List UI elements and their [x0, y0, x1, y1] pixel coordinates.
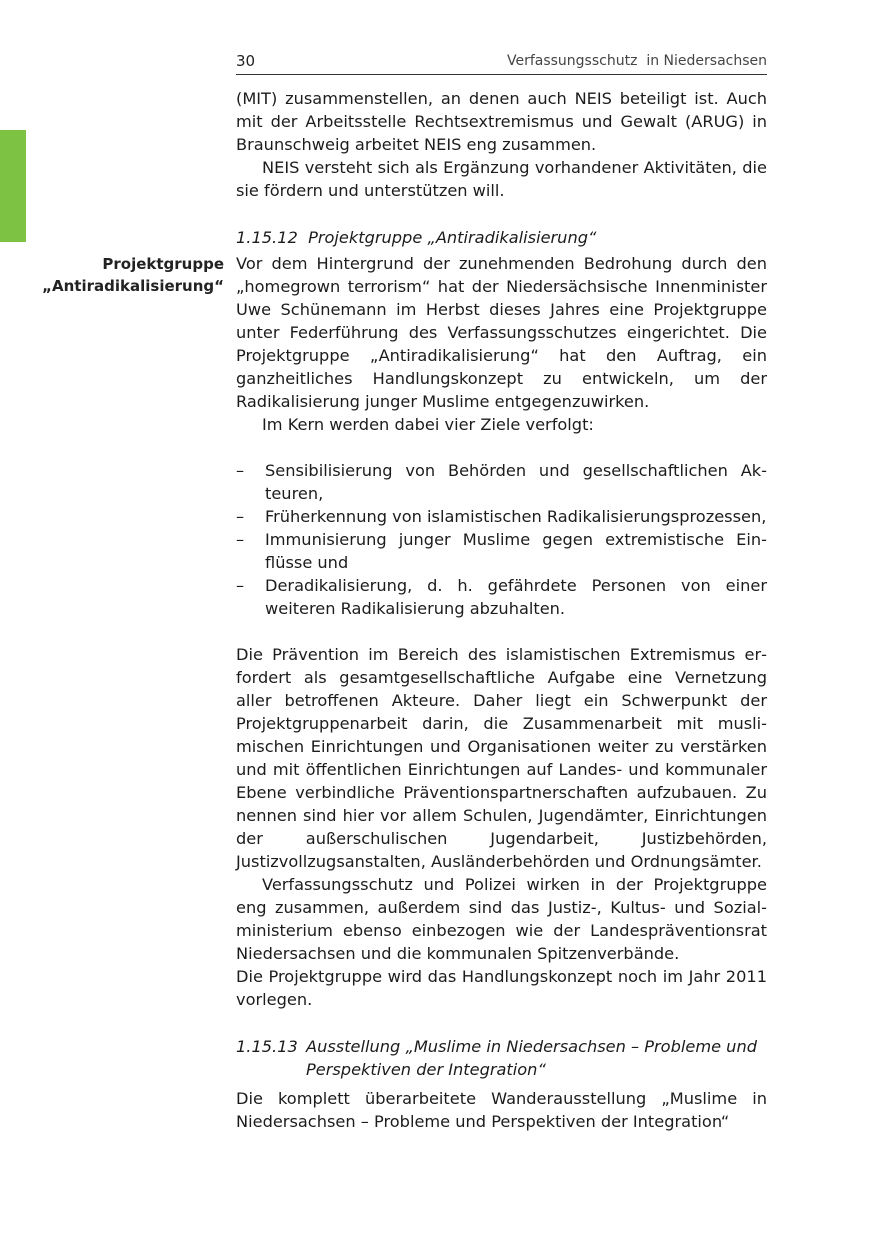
paragraph-5: Die Prävention im Bereich des islamistischen Extremismus erfordert als gesamtgesellschaftliche Aufgabe eine Vernetzung aller betroffenen Akteure. Daher liegt ein Schwerpunkt der Projektgruppenarbeit darin, die Zusammenarbeit mit muslimischen Einrichtungen und Organisationen weiter zu verstärken und mit öffentlichen Einrichtungen auf Landes- und kommunaler Ebene verbindliche Präventionspartnerschaften aufzubauen. Zu nennen sind hier vor allem Schulen, Jugendämter, Einrichtungen der außerschulischen Jugendarbeit, Justizbehörden, Justizvollzugsanstalten, Ausländerbehörden und Ordnungsämter.	[236, 645, 767, 871]
paragraph-6: Verfassungsschutz und Polizei wirken in der Projektgruppe eng zusammen, außerdem sind das Justiz-, Kultus- und Sozialministerium ebenso einbezogen wie der Landespräventionsrat Niedersachsen und die kommunalen Spitzenverbände.	[236, 875, 767, 963]
running-title: Verfassungsschutz in Niedersachsen	[506, 53, 767, 69]
list-dash: –	[236, 461, 245, 480]
section-title: Ausstellung „Muslime in Niedersachsen – Probleme und Perspektiven der Integration“	[306, 1037, 757, 1079]
margin-note-line1: Projektgruppe	[102, 255, 224, 273]
chapter-color-tab	[0, 130, 26, 242]
page-number: 30	[236, 52, 256, 70]
list-item	[236, 459, 767, 505]
paragraph-1: (MIT) zusammenstellen, an denen auch NEIS beteiligt ist. Auch mit der Arbeitsstelle Rechtsextremismus und Gewalt (ARUG) in Braunschweig arbeitet NEIS eng zusammen.	[236, 89, 767, 154]
section-number: 1.15.13	[236, 1037, 298, 1056]
list-item	[236, 528, 767, 574]
paragraph-3: Vor dem Hintergrund der zunehmenden Bedrohung durch den „homegrown terrorism“ hat der Niedersächsische Innenminister Uwe Schünemann im Herbst dieses Jahres eine Projektgruppe unter Federführung des Verfassungsschutzes eingerichtet. Die Projektgruppe „Antiradikalisierung“ hat den Auftrag, ein ganzheitliches Handlungskonzept zu entwickeln, um der Radikalisierung junger Muslime entgegenzuwirken.	[236, 254, 767, 411]
section-heading-1-15-13	[236, 1035, 767, 1081]
list-item	[236, 574, 767, 620]
list-dash: –	[236, 576, 245, 595]
list-item-text: Früherkennung von islamistischen Radikalisierungsprozessen,	[265, 507, 767, 526]
paragraph-7: Die Projektgruppe wird das Handlungskonzept noch im Jahr 2011 vorlegen.	[236, 967, 767, 1009]
margin-note-line2: „Antiradikalisierung“	[42, 277, 224, 295]
list-dash: –	[236, 507, 245, 526]
list-item-text: Sensibilisierung von Behörden und gesellschaftlichen Akteuren,	[265, 461, 767, 503]
paragraph-4: Im Kern werden dabei vier Ziele verfolgt:	[262, 415, 594, 434]
page-header	[236, 50, 767, 75]
paragraph-8: Die komplett überarbeitete Wanderausstellung „Muslime in Niedersachsen – Probleme und Perspektiven der Integration“	[236, 1089, 767, 1131]
paragraph-2: NEIS versteht sich als Ergänzung vorhandener Aktivitäten, die sie fördern und unterstützen will.	[236, 158, 767, 200]
list-item-text: Deradikalisierung, d. h. gefährdete Personen von einer weiteren Radikalisierung abzuhalten.	[265, 576, 767, 618]
list-dash: –	[236, 530, 245, 549]
section-title: Projektgruppe „Antiradikalisierung“	[308, 228, 597, 247]
section-heading-1-15-12	[236, 226, 767, 249]
main-text	[236, 87, 767, 1133]
section-number: 1.15.12	[236, 228, 298, 247]
goals-list	[236, 459, 767, 620]
list-item-text: Immunisierung junger Muslime gegen extremistische Einflüsse und	[265, 530, 767, 572]
margin-note	[20, 253, 224, 297]
list-item	[236, 505, 767, 528]
